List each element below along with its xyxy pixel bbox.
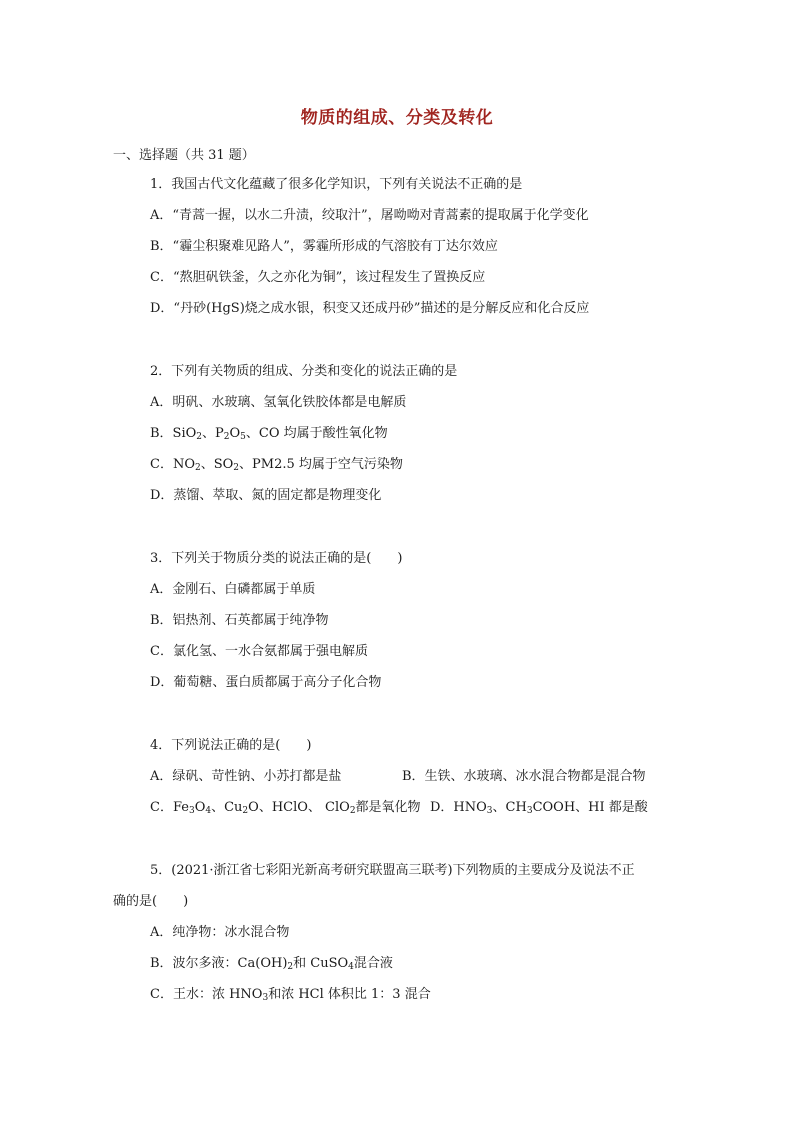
- question-2-option-a: A．明矾、水玻璃、氢氧化铁胶体都是电解质: [150, 395, 407, 410]
- question-1-stem: 1．我国古代文化蕴藏了很多化学知识，下列有关说法不正确的是: [150, 177, 523, 192]
- question-4-option-a: A．绿矾、苛性钠、小苏打都是盐: [150, 769, 342, 784]
- question-4-option-d: D．$HNO_3$、$CH_3COOH$、HI 都是酸: [430, 800, 648, 816]
- question-4-option-b: B．生铁、水玻璃、冰水混合物都是混合物: [402, 769, 646, 784]
- question-3-option-b: B．铝热剂、石英都属于纯净物: [150, 613, 329, 628]
- question-1-option-d: D．“丹砂(HgS)烧之成水银，积变又还成丹砂”描述的是分解反应和化合反应: [150, 301, 590, 316]
- section-heading: 一、选择题（共 31 题）: [113, 148, 255, 163]
- question-5-option-a: A．纯净物：冰水混合物: [150, 925, 290, 940]
- question-1-option-a: A．“青蒿一握，以水二升渍，绞取汁”，屠呦呦对青蒿素的提取属于化学变化: [150, 208, 589, 223]
- question-3-option-d: D．葡萄糖、蛋白质都属于高分子化合物: [150, 675, 382, 690]
- question-2-option-c: C．$NO_2$、$SO_2$、PM2.5 均属于空气污染物: [150, 457, 403, 473]
- question-2-stem: 2．下列有关物质的组成、分类和变化的说法正确的是: [150, 364, 458, 379]
- question-3-stem: 3．下列关于物质分类的说法正确的是( ): [150, 551, 403, 566]
- question-4-option-c: C．$Fe_3O_4$、$Cu_2O$、HClO、 ClO$_2$都是氧化物: [150, 800, 421, 816]
- question-2-option-d: D．蒸馏、萃取、氮的固定都是物理变化: [150, 488, 382, 503]
- question-5-option-b: B．波尔多液：$Ca(OH)_2$和 CuSO$_4$混合液: [150, 956, 393, 972]
- question-2-option-b: B．SiO$_2$、$P_2O_5$、CO 均属于酸性氧化物: [150, 426, 388, 442]
- question-4-stem: 4．下列说法正确的是( ): [150, 738, 312, 753]
- question-5-stem-line-1: 5．(2021·浙江省七彩阳光新高考研究联盟高三联考)下列物质的主要成分及说法不正: [150, 863, 635, 878]
- question-3-option-a: A．金刚石、白磷都属于单质: [150, 582, 316, 597]
- document-title: 物质的组成、分类及转化: [300, 108, 494, 128]
- question-3-option-c: C．氯化氢、一水合氨都属于强电解质: [150, 644, 368, 659]
- question-5-stem-line-2: 确的是( ): [113, 894, 189, 909]
- question-5-option-c: C．王水：浓 $HNO_3$和浓 HCl 体积比 1：3 混合: [150, 987, 431, 1003]
- question-1-option-b: B．“霾尘积聚难见路人”，雾霾所形成的气溶胶有丁达尔效应: [150, 239, 498, 254]
- question-1-option-c: C．“熬胆矾铁釜，久之亦化为铜”，该过程发生了置换反应: [150, 270, 486, 285]
